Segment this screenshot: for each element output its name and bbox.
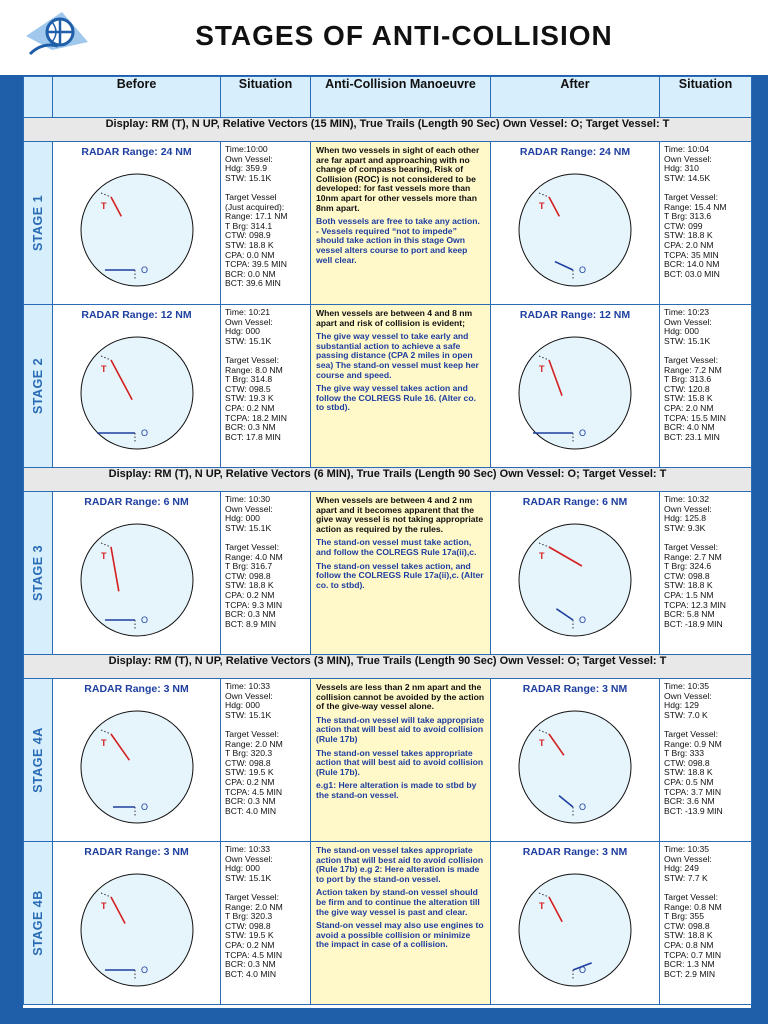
situation-line: BCT: 23.1 MIN	[664, 431, 720, 442]
situation-line: BCR: 0.3 NM	[225, 796, 276, 807]
stage-label: STAGE 1	[31, 194, 45, 252]
radar-display	[53, 305, 221, 468]
manoeuvre-paragraph: The stand-on vessel will take appropriate action that will best aid to avoid collision (Rule 17b)	[316, 714, 485, 744]
situation-line: CTW: 120.8	[664, 383, 710, 394]
situation-line: Hdg: 125.8	[664, 513, 707, 524]
stage-label: STAGE 4A	[31, 727, 45, 793]
situation-line: Range: 0.9 NM	[664, 738, 722, 749]
before-radar-cell	[53, 142, 221, 305]
situation-line: BCR: 14.0 NM	[664, 259, 720, 270]
display-settings-text: Display: RM (T), N UP, Relative Vectors (6 MIN), True Trails (Length 90 Sec) Own Vessel: O; Target Vessel: T	[24, 468, 752, 492]
situation-line: (Just acquired):	[225, 201, 285, 212]
situation-line: BCR: 0.3 NM	[225, 609, 276, 620]
radar-screen	[519, 711, 631, 823]
situation-line: Target Vessel:	[664, 354, 718, 365]
situation-line: STW: 19.3 K	[225, 393, 274, 404]
after-radar-cell	[491, 842, 660, 1005]
situation-line: Hdg: 000	[225, 863, 260, 874]
after-radar-cell	[491, 492, 660, 655]
display-settings-text: Display: RM (T), N UP, Relative Vectors (15 MIN), True Trails (Length 90 Sec) Own Vessel: O; Target Vessel: T	[24, 118, 752, 142]
stage-label-cell	[24, 142, 53, 305]
column-header-situation-before: Situation	[221, 77, 311, 118]
stage-row	[24, 842, 752, 1005]
display-settings-row	[24, 118, 752, 142]
situation-line: STW: 15.1K	[225, 335, 272, 346]
situation-line: CTW: 098.8	[664, 757, 710, 768]
situation-line: TCPA: 4.5 MIN	[225, 949, 283, 960]
own-marker: O	[579, 802, 587, 812]
situation-line: BCT: 8.9 MIN	[225, 618, 277, 629]
situation-line: Hdg: 000	[225, 326, 260, 337]
situation-line: TCPA: 0.7 MIN	[664, 949, 722, 960]
manoeuvre-paragraph: When vessels are between 4 and 8 nm apart and risk of collision is evident;	[316, 308, 473, 328]
own-marker: O	[141, 615, 149, 625]
radar-range-label: RADAR Range: 3 NM	[522, 846, 628, 858]
situation-line: BCR: 0.3 NM	[225, 959, 276, 970]
stage-row	[24, 305, 752, 468]
situation-line: Time: 10:33	[225, 844, 271, 854]
manoeuvre-cell	[311, 679, 491, 842]
situation-line: BCR: 5.8 NM	[664, 609, 715, 620]
situation-line: STW: 18.8 K	[664, 230, 713, 241]
target-marker: T	[101, 738, 107, 748]
target-marker: T	[539, 201, 545, 211]
manoeuvre-paragraph: The stand-on vessel must take action, and follow the COLREGS Rule 17a(ii),c.	[316, 537, 477, 557]
radar-display	[491, 679, 659, 842]
after-radar-cell	[491, 679, 660, 842]
own-marker: O	[579, 615, 587, 625]
situation-line: CPA: 0.2 NM	[225, 776, 275, 787]
situation-line: Time: 10:35	[664, 681, 710, 691]
manoeuvre-paragraph: The give way vessel to take early and substantial action to achieve a safe passing distance (CPA 2 miles in open sea) The stand-on vessel must keep her course and speed.	[316, 331, 479, 380]
situation-line: STW: 19.5 K	[225, 767, 274, 778]
own-marker: O	[141, 965, 149, 975]
situation-line: Target Vessel	[225, 191, 277, 202]
situation-line: STW: 15.1K	[225, 522, 272, 533]
situation-line: Own Vessel:	[664, 153, 712, 164]
stage-row	[24, 142, 752, 305]
situation-line: STW: 15.1K	[225, 709, 272, 720]
target-marker: T	[539, 551, 545, 561]
situation-line: Range: 15.4 NM	[664, 201, 727, 212]
situation-line: Target Vessel:	[225, 891, 279, 902]
situation-line: T Brg: 333	[664, 748, 704, 759]
situation-line: Time: 10:30	[225, 494, 271, 504]
situation-line: Target Vessel:	[225, 541, 279, 552]
situation-line: BCR: 3.6 NM	[664, 796, 715, 807]
situation-line: Target Vessel:	[225, 728, 279, 739]
situation-line: STW: 15.8 K	[664, 393, 713, 404]
situation-line: CPA: 0.2 NM	[225, 939, 275, 950]
manoeuvre-paragraph: Vessels are less than 2 nm apart and the collision cannot be avoided by the action of the give-way vessel alone.	[316, 682, 485, 712]
after-radar-cell	[491, 305, 660, 468]
situation-line: CPA: 2.0 NM	[664, 239, 714, 250]
situation-line: Time: 10:21	[225, 307, 271, 317]
column-header-stage	[24, 77, 53, 118]
situation-line: STW: 19.5 K	[225, 930, 274, 941]
stage-label: STAGE 4B	[31, 890, 45, 956]
situation-line: CTW: 098.8	[225, 570, 271, 581]
manoeuvre-cell	[311, 142, 491, 305]
radar-range-label: RADAR Range: 12 NM	[519, 309, 631, 321]
manoeuvre-paragraph: The stand-on vessel takes action, and follow the COLREGS Rule 17a(ii),c. (Alter co. to stbd).	[316, 560, 484, 590]
column-header-before: Before	[53, 77, 221, 118]
situation-line: Own Vessel:	[225, 316, 273, 327]
stage-label: STAGE 2	[31, 357, 45, 415]
situation-line: CPA: 0.8 NM	[664, 939, 714, 950]
situation-line: Range: 7.2 NM	[664, 364, 722, 375]
situation-line: CPA: 0.0 NM	[225, 249, 275, 260]
situation-line: T Brg: 324.6	[664, 561, 712, 572]
situation-line: BCR: 0.3 NM	[225, 422, 276, 433]
before-radar-cell	[53, 492, 221, 655]
after-situation-cell	[660, 679, 752, 842]
situation-line: Hdg: 000	[225, 513, 260, 524]
manoeuvre-paragraph: Stand-on vessel may also use engines to avoid a possible collision or minimize the impact in case of a collision.	[316, 920, 484, 950]
situation-line: T Brg: 313.6	[664, 211, 712, 222]
situation-line: CTW: 098.8	[664, 920, 710, 931]
situation-line: BCT: -13.9 MIN	[664, 805, 723, 816]
situation-line: CPA: 0.2 NM	[225, 402, 275, 413]
situation-line: CTW: 098.5	[225, 383, 271, 394]
situation-line: Own Vessel:	[664, 690, 712, 701]
radar-range-label: RADAR Range: 24 NM	[81, 146, 192, 158]
manoeuvre-paragraph: The stand-on vessel takes appropriate action that will best aid to avoid collision (Rule 17b).	[316, 747, 484, 777]
situation-line: CTW: 099	[664, 220, 703, 231]
situation-line: BCT: 03.0 MIN	[664, 268, 720, 279]
situation-line: STW: 14.5K	[664, 172, 711, 183]
situation-line: TCPA: 4.5 MIN	[225, 786, 283, 797]
situation-line: Own Vessel:	[225, 503, 273, 514]
situation-line: T Brg: 320.3	[225, 748, 273, 759]
before-radar-cell	[53, 305, 221, 468]
situation-line: Time: 10:33	[225, 681, 271, 691]
target-marker: T	[539, 901, 545, 911]
situation-line: Own Vessel:	[225, 853, 273, 864]
situation-line: BCR: 1.3 NM	[664, 959, 715, 970]
before-situation-cell	[221, 492, 311, 655]
situation-line: Own Vessel:	[664, 853, 712, 864]
situation-line: Range: 8.0 NM	[225, 364, 283, 375]
radar-range-label: RADAR Range: 6 NM	[522, 496, 628, 508]
situation-line: TCPA: 9.3 MIN	[225, 599, 283, 610]
situation-line: CTW: 098.9	[225, 230, 271, 241]
radar-range-label: RADAR Range: 3 NM	[84, 846, 189, 858]
situation-line: Range: 2.0 NM	[225, 738, 283, 749]
stage-row	[24, 492, 752, 655]
column-header-manoeuvre: Anti-Collision Manoeuvre	[311, 77, 491, 118]
situation-line: Own Vessel:	[664, 503, 712, 514]
after-situation-cell	[660, 492, 752, 655]
own-marker: O	[579, 265, 587, 275]
radar-range-label: RADAR Range: 12 NM	[81, 309, 192, 321]
situation-line: CPA: 0.2 NM	[225, 589, 275, 600]
radar-screen	[81, 874, 193, 986]
after-radar-cell	[491, 142, 660, 305]
manoeuvre-paragraph: When vessels are between 4 and 2 nm apart and it becomes apparent that the give way vessel is not taking appropriate action as required by the rules.	[316, 495, 484, 534]
situation-line: Time: 10:23	[664, 307, 710, 317]
target-marker: T	[539, 738, 545, 748]
display-settings-row	[24, 655, 752, 679]
situation-line: Target Vessel:	[664, 728, 718, 739]
situation-line: Time: 10:04	[664, 144, 710, 154]
column-header-situation-after: Situation	[660, 77, 752, 118]
situation-line: STW: 18.8 K	[225, 239, 274, 250]
situation-line: Target Vessel:	[664, 891, 718, 902]
radar-range-label: RADAR Range: 6 NM	[84, 496, 189, 508]
situation-line: Range: 0.8 NM	[664, 901, 722, 912]
stage-label-cell	[24, 842, 53, 1005]
before-situation-cell	[221, 842, 311, 1005]
after-situation-cell	[660, 142, 752, 305]
situation-line: Range: 2.0 NM	[225, 901, 283, 912]
situation-line: STW: 18.8 K	[664, 767, 713, 778]
radar-screen	[81, 524, 193, 636]
radar-display	[491, 842, 659, 1005]
radar-range-label: RADAR Range: 3 NM	[522, 683, 628, 695]
display-settings-row	[24, 468, 752, 492]
manoeuvre-paragraph: When two vessels in sight of each other are far apart and approaching with no change of compass bearing, Risk of Collision (ROC) is not considered to be developed: for fast vessels more than 10nm apart for other vessels more than 8nm apart.	[316, 145, 480, 213]
manoeuvre-cell	[311, 492, 491, 655]
situation-line: TCPA: 3.7 MIN	[664, 786, 722, 797]
situation-line: STW: 15.1K	[664, 335, 711, 346]
situation-line: STW: 7.7 K	[664, 872, 708, 883]
page-title: STAGES OF ANTI-COLLISION	[195, 20, 613, 51]
stage-row	[24, 679, 752, 842]
situation-line: Hdg: 359.9	[225, 163, 268, 174]
radar-display	[53, 679, 221, 842]
radar-display	[53, 492, 221, 655]
after-situation-cell	[660, 305, 752, 468]
situation-line: Time: 10:32	[664, 494, 710, 504]
radar-range-label: RADAR Range: 24 NM	[519, 146, 631, 158]
radar-display	[491, 142, 659, 305]
situation-line: Own Vessel:	[225, 153, 273, 164]
situation-line: Hdg: 249	[664, 863, 699, 874]
column-header-after: After	[491, 77, 660, 118]
situation-line: BCT: 4.0 MIN	[225, 968, 277, 979]
own-marker: O	[579, 965, 587, 975]
situation-line: STW: 18.8 K	[225, 580, 274, 591]
situation-line: Own Vessel:	[225, 690, 273, 701]
situation-line: CPA: 0.5 NM	[664, 776, 714, 787]
header	[0, 0, 768, 75]
radar-display	[53, 842, 221, 1005]
situation-line: STW: 7.0 K	[664, 709, 708, 720]
manoeuvre-paragraph: The stand-on vessel takes appropriate action that will best aid to avoid collision (Rule 17b) e.g 2: Here alteration is made to port by the stand-on vessel.	[316, 845, 484, 884]
situation-line: CPA: 2.0 NM	[664, 402, 714, 413]
before-radar-cell	[53, 842, 221, 1005]
situation-line: T Brg: 313.6	[664, 374, 712, 385]
situation-line: Time: 10:35	[664, 844, 710, 854]
situation-line: T Brg: 355	[664, 911, 704, 922]
situation-line: BCT: 4.0 MIN	[225, 805, 277, 816]
situation-line: Target Vessel:	[664, 191, 718, 202]
situation-line: TCPA: 18.2 MIN	[225, 412, 287, 423]
radar-screen	[81, 174, 193, 286]
radar-screen	[81, 711, 193, 823]
situation-line: Range: 17.1 NM	[225, 211, 288, 222]
stage-label-cell	[24, 492, 53, 655]
situation-line: TCPA: 39.5 MIN	[225, 259, 287, 270]
situation-line: Own Vessel:	[664, 316, 712, 327]
situation-line: Hdg: 129	[664, 700, 699, 711]
stage-label-cell	[24, 305, 53, 468]
stage-label-cell	[24, 679, 53, 842]
situation-line: T Brg: 320.3	[225, 911, 273, 922]
situation-line: CTW: 098.8	[225, 757, 271, 768]
target-marker: T	[101, 364, 107, 374]
situation-line: BCT: 2.9 MIN	[664, 968, 716, 979]
situation-line: CPA: 1.5 NM	[664, 589, 714, 600]
situation-line: Time:10:00	[225, 144, 268, 154]
situation-line: Hdg: 310	[664, 163, 699, 174]
situation-line: Target Vessel:	[664, 541, 718, 552]
situation-line: TCPA: 15.5 MIN	[664, 412, 726, 423]
target-marker: T	[101, 901, 107, 911]
situation-line: CTW: 098.8	[225, 920, 271, 931]
situation-line: STW: 18.8 K	[664, 580, 713, 591]
situation-line: BCR: 0.0 NM	[225, 268, 276, 279]
situation-line: CTW: 098.8	[664, 570, 710, 581]
situation-line: BCR: 4.0 NM	[664, 422, 715, 433]
situation-line: T Brg: 314.8	[225, 374, 273, 385]
situation-line: Range: 2.7 NM	[664, 551, 722, 562]
manoeuvre-paragraph: Action taken by stand-on vessel should be firm and to continue the alteration till the give way vessel is past and clear.	[316, 887, 480, 917]
target-marker: T	[539, 364, 545, 374]
own-marker: O	[141, 428, 149, 438]
situation-line: STW: 15.1K	[225, 172, 272, 183]
manoeuvre-paragraph: Both vessels are free to take any action. - Vessels required “not to impede” should take action in this stage Own vessel alters course to port and keep well clear.	[316, 216, 480, 265]
target-marker: T	[101, 551, 107, 561]
radar-display	[491, 305, 659, 468]
after-situation-cell	[660, 842, 752, 1005]
manoeuvre-cell	[311, 842, 491, 1005]
before-situation-cell	[221, 142, 311, 305]
radar-display	[53, 142, 221, 305]
radar-range-label: RADAR Range: 3 NM	[84, 683, 189, 695]
stage-label: STAGE 3	[31, 544, 45, 602]
manoeuvre-paragraph: e.g1: Here alteration is made to stbd by the stand-on vessel.	[316, 780, 477, 800]
own-marker: O	[141, 802, 149, 812]
own-marker: O	[579, 428, 587, 438]
situation-line: STW: 18.8 K	[664, 930, 713, 941]
stages-table-frame	[22, 75, 752, 1009]
radar-screen	[519, 524, 631, 636]
situation-line: BCT: 17.8 MIN	[225, 431, 281, 442]
situation-line: STW: 15.1K	[225, 872, 272, 883]
situation-line: TCPA: 12.3 MIN	[664, 599, 726, 610]
radar-screen	[519, 174, 631, 286]
manoeuvre-cell	[311, 305, 491, 468]
situation-line: Hdg: 000	[225, 700, 260, 711]
situation-line: Hdg: 000	[664, 326, 699, 337]
radar-display	[491, 492, 659, 655]
manoeuvre-paragraph: The give way vessel takes action and follow the COLREGS Rule 16. (Alter co. to stbd).	[316, 383, 476, 413]
situation-line: BCT: -18.9 MIN	[664, 618, 723, 629]
own-marker: O	[141, 265, 149, 275]
situation-line: STW: 9.3K	[664, 522, 706, 533]
before-situation-cell	[221, 305, 311, 468]
column-header-row	[24, 77, 752, 118]
situation-line: TCPA: 35 MIN	[664, 249, 719, 260]
before-situation-cell	[221, 679, 311, 842]
before-radar-cell	[53, 679, 221, 842]
display-settings-text: Display: RM (T), N UP, Relative Vectors (3 MIN), True Trails (Length 90 Sec) Own Vessel: O; Target Vessel: T	[24, 655, 752, 679]
target-marker: T	[101, 201, 107, 211]
situation-line: T Brg: 314.1	[225, 220, 273, 231]
situation-line: Range: 4.0 NM	[225, 551, 283, 562]
situation-line: Target Vessel:	[225, 354, 279, 365]
situation-line: T Brg: 316.7	[225, 561, 273, 572]
situation-line: BCT: 39.6 MIN	[225, 278, 281, 289]
stages-table	[23, 76, 752, 1005]
